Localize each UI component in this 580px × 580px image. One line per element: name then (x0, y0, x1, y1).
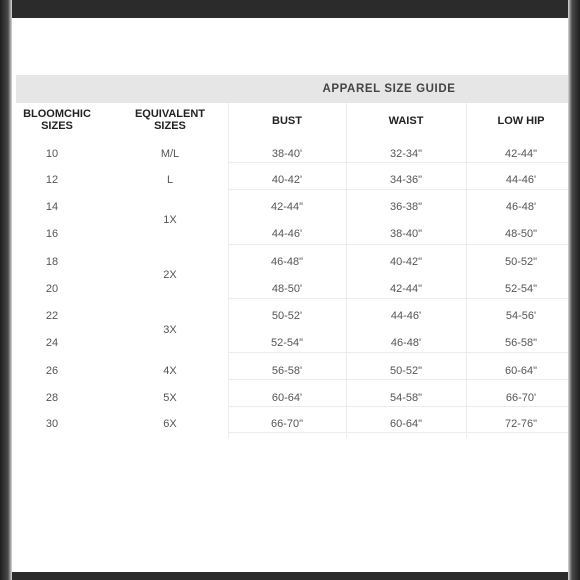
cell-equivalent-size: L (166, 174, 174, 186)
cell-bust: 40-42' (271, 174, 303, 186)
cell-waist: 34-36" (389, 174, 423, 186)
cell-equivalent-size: 5X (163, 392, 177, 404)
row-divider (228, 432, 568, 433)
cell-waist: 36-38" (389, 201, 423, 213)
cell-waist: 46-48' (390, 337, 422, 349)
cell-bust: 60-64' (271, 392, 303, 404)
cell-waist: 40-42" (389, 256, 423, 268)
cell-bloomchic-size: 26 (45, 365, 59, 377)
cell-bloomchic-size: 10 (45, 148, 59, 160)
header-equivalent-line1: EQUIVALENT (134, 108, 206, 120)
cell-low-hip: 72-76" (504, 418, 538, 430)
cell-bloomchic-size: 20 (45, 283, 59, 295)
cell-bust: 52-54" (270, 337, 304, 349)
header-waist: WAIST (388, 115, 424, 127)
header-bloomchic-sizes (12, 108, 102, 132)
cell-bloomchic-size: 12 (45, 174, 59, 186)
cell-waist: 38-40" (389, 228, 423, 240)
row-divider (228, 379, 568, 380)
row-divider (228, 406, 568, 407)
cell-low-hip: 60-64" (504, 365, 538, 377)
cell-bloomchic-size: 22 (45, 310, 59, 322)
cell-bloomchic-size: 30 (45, 418, 59, 430)
cell-equivalent-size: 4X (163, 365, 177, 377)
cell-bust: 44-46' (271, 228, 303, 240)
header-low-hip: LOW HIP (497, 115, 545, 127)
size-guide-sheet (12, 18, 568, 572)
cell-bloomchic-size: 16 (45, 228, 59, 240)
cell-waist: 44-46' (390, 310, 422, 322)
cell-bust: 38-40' (271, 148, 303, 160)
cell-waist: 54-58" (389, 392, 423, 404)
cell-low-hip: 48-50" (504, 228, 538, 240)
row-divider (228, 162, 568, 163)
header-equivalent-line2: SIZES (154, 120, 186, 132)
cell-bust: 50-52' (271, 310, 303, 322)
cell-equivalent-size: 6X (163, 418, 177, 430)
row-divider (228, 244, 568, 245)
cell-waist: 50-52" (389, 365, 423, 377)
header-bloomchic-line2: SIZES (41, 120, 73, 132)
cell-waist: 60-64" (389, 418, 423, 430)
cell-low-hip: 56-58" (504, 337, 538, 349)
cell-low-hip: 54-56' (505, 310, 537, 322)
header-equivalent-sizes (122, 108, 218, 132)
cell-waist: 32-34" (389, 148, 423, 160)
frame-left (0, 0, 12, 580)
frame-top (0, 0, 580, 18)
cell-bloomchic-size: 18 (45, 256, 59, 268)
guide-title: APPAREL SIZE GUIDE (322, 83, 456, 95)
row-divider (228, 298, 568, 299)
row-divider (228, 189, 568, 190)
cell-low-hip: 46-48' (505, 201, 537, 213)
cell-bust: 42-44" (270, 201, 304, 213)
cell-bust: 46-48" (270, 256, 304, 268)
cell-equivalent-size: 1X (163, 214, 177, 226)
row-divider (228, 352, 568, 353)
cell-low-hip: 42-44" (504, 148, 538, 160)
cell-low-hip: 44-46' (505, 174, 537, 186)
cell-bust: 66-70" (270, 418, 304, 430)
cell-bloomchic-size: 24 (45, 337, 59, 349)
cell-equivalent-size: 3X (163, 324, 177, 336)
cell-low-hip: 52-54" (504, 283, 538, 295)
cell-equivalent-size: M/L (160, 148, 180, 160)
cell-bloomchic-size: 14 (45, 201, 59, 213)
cell-equivalent-size: 2X (163, 269, 177, 281)
cell-bloomchic-size: 28 (45, 392, 59, 404)
cell-low-hip: 66-70' (505, 392, 537, 404)
cell-waist: 42-44" (389, 283, 423, 295)
cell-bust: 56-58' (271, 365, 303, 377)
frame-bottom (0, 572, 580, 580)
header-bloomchic-line1: BLOOMCHIC (23, 108, 91, 120)
cell-low-hip: 50-52" (504, 256, 538, 268)
header-bust: BUST (272, 115, 302, 127)
cell-bust: 48-50' (271, 283, 303, 295)
